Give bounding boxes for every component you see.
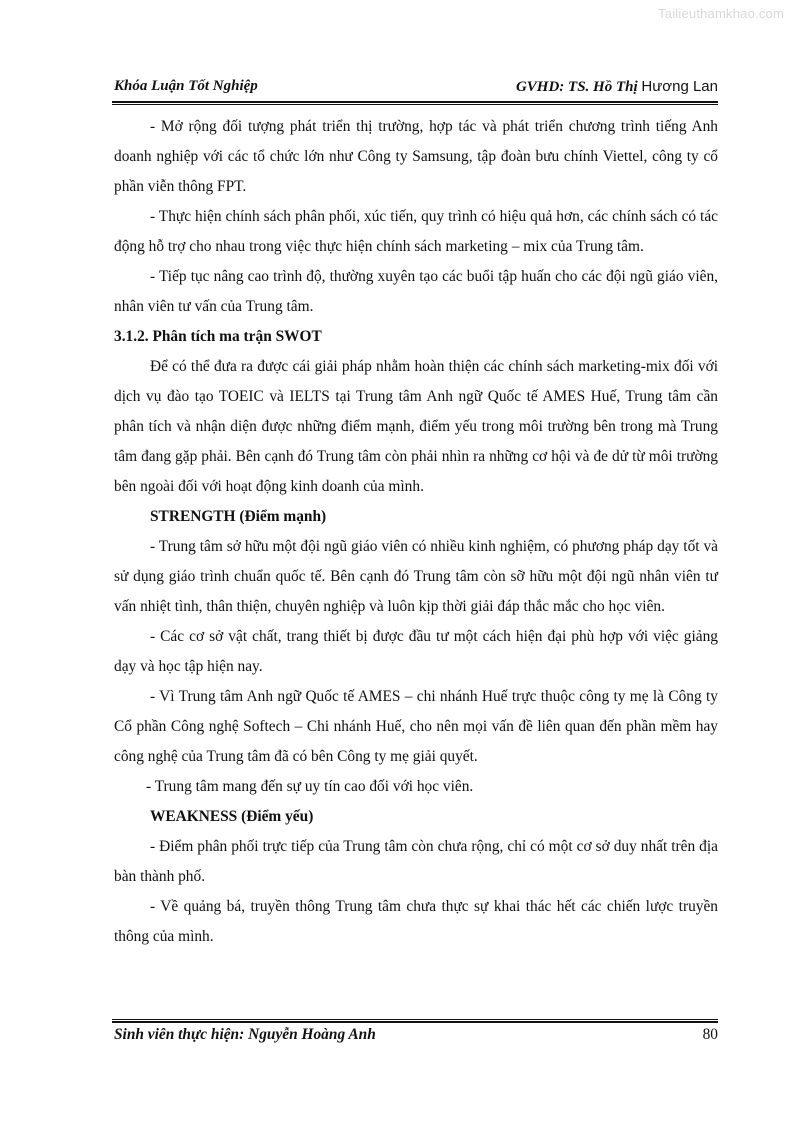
header-supervisor bbox=[516, 78, 718, 96]
paragraph-weakness-communication: - Về quảng bá, truyền thông Trung tâm chưa thực sự khai thác hết các chiến lược truyền thông của mình. bbox=[114, 898, 718, 945]
section-heading-swot: 3.1.2. Phân tích ma trận SWOT bbox=[114, 328, 322, 345]
watermark: Tailieuthamkhao.com bbox=[658, 6, 784, 21]
paragraph-training: - Tiếp tục nâng cao trình độ, thường xuyên tạo các buổi tập huấn cho các đội ngũ giáo viên, nhân viên tư vấn của Trung tâm. bbox=[114, 268, 718, 315]
page-number: 80 bbox=[702, 1026, 718, 1043]
header-supervisor-name: Hương Lan bbox=[641, 78, 718, 95]
footer-student-name: Sinh viên thực hiện: Nguyễn Hoàng Anh bbox=[114, 1026, 376, 1043]
header-rule-thick bbox=[112, 101, 718, 103]
paragraph-strength-teachers: - Trung tâm sở hữu một đội ngũ giáo viên có nhiều kinh nghiệm, có phương pháp dạy tốt và sử dụng giáo trình chuẩn quốc tế. Bên cạnh đó Trung tâm còn sỡ hữu một đội ngũ nhân viên tư vấn nhiệt tình, thân thiện, chuyên nghiệp và luôn kịp thời giải đáp thắc mắc cho học viên. bbox=[114, 538, 718, 615]
paragraph-distribution-policy: - Thực hiện chính sách phân phối, xúc tiến, quy trình có hiệu quả hơn, các chính sách có tác động hỗ trợ cho nhau trong việc thực hiện chính sách marketing – mix của Trung tâm. bbox=[114, 208, 718, 255]
subheading-strength: STRENGTH (Điểm mạnh) bbox=[150, 508, 327, 525]
paragraph-expand-market: - Mở rộng đối tượng phát triển thị trường, hợp tác và phát triển chương trình tiếng Anh doanh nghiệp với các tổ chức lớn như Công ty Samsung, tập đoàn bưu chính Viettel, công ty cổ phần viễn thông FPT. bbox=[114, 118, 718, 195]
header-supervisor-prefix: GVHD: TS. Hồ Thị bbox=[515, 79, 638, 95]
paragraph-strength-parent-company: - Vì Trung tâm Anh ngữ Quốc tế AMES – chi nhánh Huế trực thuộc công ty mẹ là Công ty Cổ phần Công nghệ Softech – Chi nhánh Huế, cho nên mọi vấn đề liên quan đến phần mềm hay công nghệ của Trung tâm đã có bên Công ty mẹ giải quyết. bbox=[114, 688, 718, 765]
page-body bbox=[114, 112, 718, 952]
subheading-weakness: WEAKNESS (Điểm yếu) bbox=[150, 808, 314, 825]
paragraph-weakness-distribution: - Điểm phân phối trực tiếp của Trung tâm còn chưa rộng, chỉ có một cơ sở duy nhất trên địa bàn thành phố. bbox=[114, 838, 718, 885]
page-header bbox=[114, 78, 718, 98]
paragraph-strength-reputation: - Trung tâm mang đến sự uy tín cao đối với học viên. bbox=[146, 778, 474, 795]
paragraph-swot-intro: Để có thể đưa ra được cái giải pháp nhằm hoàn thiện các chính sách marketing-mix đối với dịch vụ đào tạo TOEIC và IELTS tại Trung tâm Anh ngữ Quốc tế AMES Huế, Trung tâm cần phân tích và nhận diện được những điểm mạnh, điểm yếu trong môi trường bên trong mà Trung tâm đang gặp phải. Bên cạnh đó Trung tâm còn phải nhìn ra những cơ hội và đe dử từ môi trường bên ngoài đối với hoạt động kinh doanh của mình. bbox=[114, 358, 718, 495]
header-thesis-title: Khóa Luận Tốt Nghiệp bbox=[114, 78, 258, 94]
footer-rule-thick bbox=[112, 1021, 718, 1023]
header-rule-thin bbox=[112, 104, 718, 105]
footer-rule-thin bbox=[112, 1019, 718, 1020]
paragraph-strength-facilities: - Các cơ sở vật chất, trang thiết bị được đầu tư một cách hiện đại phù hợp với việc giảng dạy và học tập hiện nay. bbox=[114, 628, 718, 675]
